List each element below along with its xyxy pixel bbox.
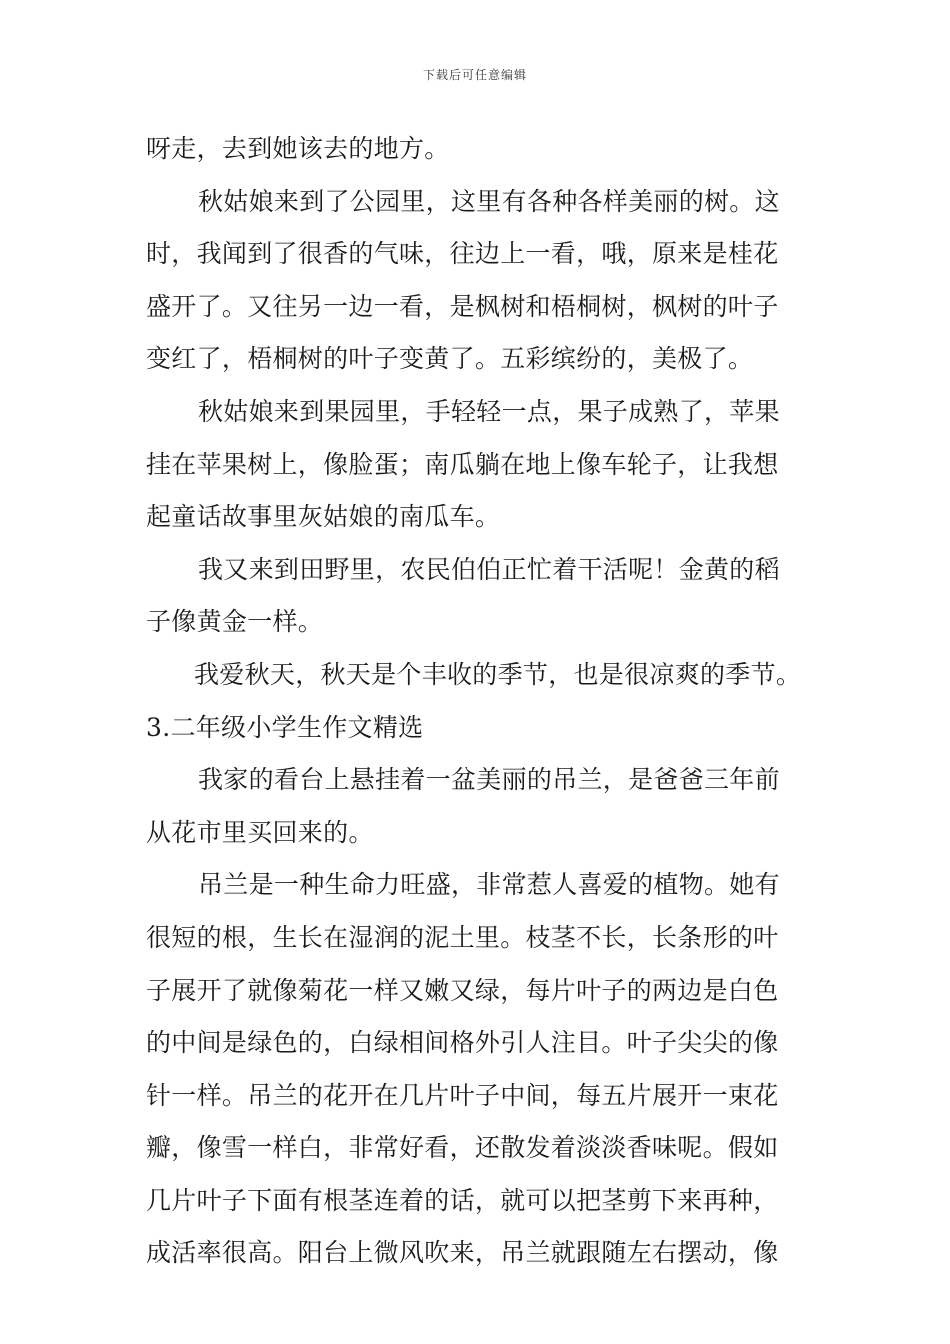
paragraph-start-line: 我爱秋天，秋天是个丰收的季节，也是很凉爽的季节。	[194, 659, 802, 689]
text-line: 挂在苹果树上，像脸蛋；南瓜躺在地上像车轮子，让我想	[146, 449, 779, 479]
paragraph-start-line: 吊兰是一种生命力旺盛，非常惹人喜爱的植物。她有	[198, 870, 780, 900]
text-line: 时，我闻到了很香的气味，往边上一看，哦，原来是桂花	[146, 239, 779, 269]
document-body	[146, 123, 811, 1280]
paragraph-start-line: 我又来到田野里，农民伯伯正忙着干活呢！金黄的稻	[198, 554, 780, 584]
text-line: 子像黄金一样。	[146, 607, 324, 637]
section-heading: 3.二年级小学生作文精选	[146, 712, 424, 742]
text-line: 从花市里买回来的。	[146, 817, 374, 847]
paragraph-start-line: 秋姑娘来到果园里，手轻轻一点，果子成熟了，苹果	[198, 396, 780, 426]
text-line: 很短的根，生长在湿润的泥土里。枝茎不长，长条形的叶	[146, 922, 779, 952]
page-header-watermark: 下载后可任意编辑	[422, 68, 527, 82]
text-line: 的中间是绿色的，白绿相间格外引人注目。叶子尖尖的像	[146, 1028, 779, 1058]
text-line: 变红了，梧桐树的叶子变黄了。五彩缤纷的，美极了。	[146, 344, 754, 374]
text-line: 盛开了。又往另一边一看，是枫树和梧桐树，枫树的叶子	[146, 291, 779, 321]
text-line: 起童话故事里灰姑娘的南瓜车。	[146, 502, 501, 532]
text-line: 瓣，像雪一样白，非常好看，还散发着淡淡香味呢。假如	[146, 1133, 779, 1163]
paragraph-start-line: 秋姑娘来到了公园里，这里有各种各样美丽的树。这	[198, 186, 780, 216]
text-line: 几片叶子下面有根茎连着的话，就可以把茎剪下来再种，	[146, 1185, 779, 1215]
text-line: 针一样。吊兰的花开在几片叶子中间，每五片展开一束花	[146, 1080, 779, 1110]
text-line: 呀走，去到她该去的地方。	[146, 134, 450, 163]
text-line: 成活率很高。阳台上微风吹来，吊兰就跟随左右摆动，像	[146, 1238, 779, 1268]
paragraph-start-line: 我家的看台上悬挂着一盆美丽的吊兰，是爸爸三年前	[198, 765, 780, 795]
text-line: 子展开了就像菊花一样又嫩又绿，每片叶子的两边是白色	[146, 975, 779, 1005]
